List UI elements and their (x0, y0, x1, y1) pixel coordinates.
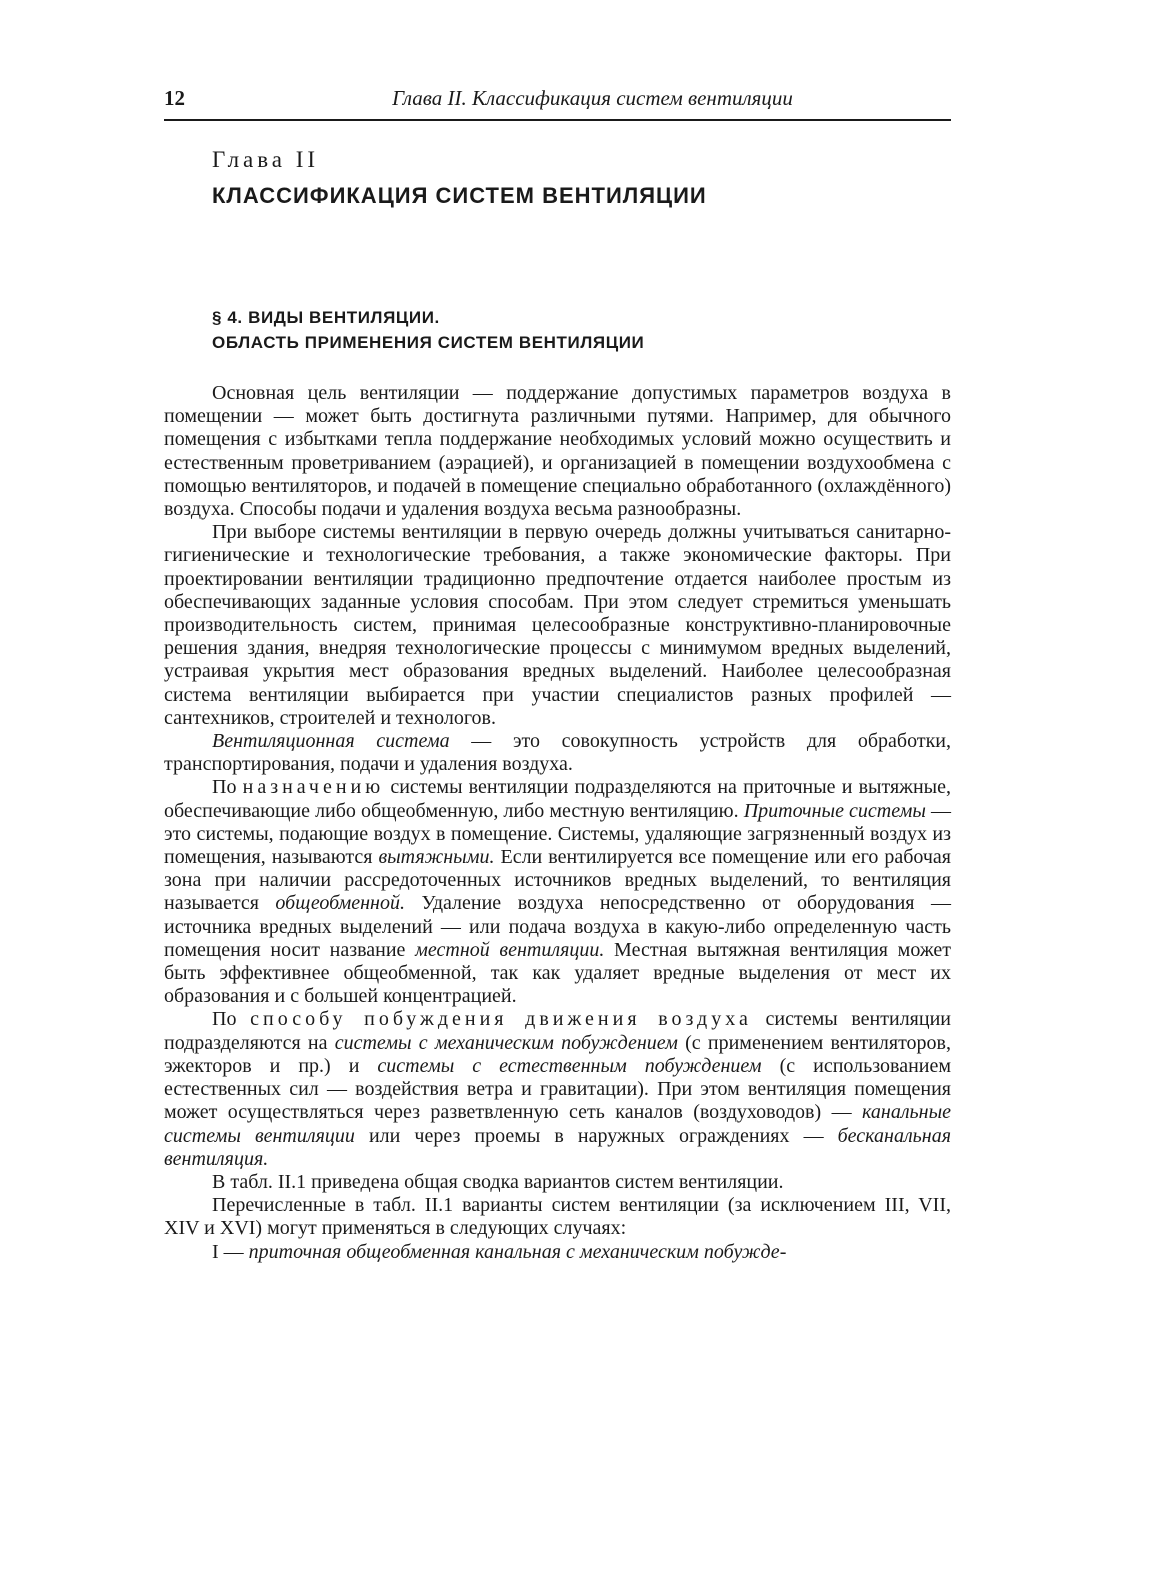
term-supply-systems: Приточные системы (743, 799, 926, 822)
term-variant-i: приточная общеобменная канальная с механическим побужде- (248, 1240, 787, 1263)
paragraph-8-text: I — (212, 1240, 249, 1263)
term-duct-systems: канальные системы вентиляции (164, 1101, 951, 1147)
running-title: Глава II. Классификация систем вентиляции (392, 86, 793, 110)
paragraph-5-text-4: (с использованием естественных сил — воздействия ветра и гравитации). При этом вентиляция помещения может осуществляться через разветвленную сеть каналов (воздуховодов) — (164, 1054, 952, 1124)
chapter-title: КЛАССИФИКАЦИЯ СИСТЕМ ВЕНТИЛЯЦИИ (212, 183, 707, 208)
paragraph-7: Перечисленные в табл. II.1 варианты систем вентиляции (за исключением III, VII, XIV и XVI) могут применяться в следующих случаях: (164, 1194, 951, 1240)
paragraph-4-text-1: По (212, 776, 243, 799)
paragraph-5-text-3: (с применением вентиляторов, эжекторов и пр.) и (164, 1031, 951, 1077)
spaced-term-induction-method: способу побуждения движения воздуха (250, 1008, 752, 1031)
term-exhaust: вытяжными. (378, 846, 495, 869)
section-heading-line-1: § 4. ВИДЫ ВЕНТИЛЯЦИИ. (212, 308, 440, 327)
page-number: 12 (164, 86, 185, 110)
body-text (164, 382, 951, 1264)
paragraph-5-text-5: или через проемы в наружных ограждениях — (354, 1124, 838, 1147)
paragraph-4-text-4: Если вентилируется все помещение или его рабочая зона при наличии рассредоточенных источников вредных выделений, то вентиляция называется (164, 846, 951, 915)
paragraph-1: Основная цель вентиляции — поддержание допустимых параметров воздуха в помещении — может быть достигнута различными путями. Например, для обычного помещения с избытками тепла поддержание необходимых условий можно осуществить и естественным проветриванием (аэрацией), и организацией в помещении воздухообмена с помощью вентиляторов, и подачей в помещение специально обработанного (охлаждённого) воздуха. Способы подачи и удаления воздуха весьма разнообразны. (164, 382, 951, 521)
paragraph-4-text-3: — это системы, подающие воздух в помещение. Системы, удаляющие загрязненный воздух из помещения, называются (164, 799, 952, 869)
paragraph-3 (164, 730, 951, 776)
term-mechanical-systems: системы с механическим побуждением (334, 1031, 678, 1054)
paragraph-4-text-5: Удаление воздуха непосредственно от оборудования — источника вредных выделений — или подача воздуха в какую-либо определенную часть помещения носит название (164, 892, 951, 961)
paragraph-5-text-1: По (212, 1008, 251, 1031)
book-page (164, 86, 951, 1264)
chapter-label: Глава II (212, 147, 320, 172)
term-local-ventilation: местной вентиляции. (415, 938, 605, 961)
section-heading (212, 305, 951, 355)
paragraph-4-text-2: системы вентиляции подразделяются на приточные и вытяжные, обеспечивающие либо общеобменную, либо местную вентиляцию. (164, 776, 951, 822)
paragraph-6: В табл. II.1 приведена общая сводка вариантов систем вентиляции. (212, 1170, 784, 1193)
term-ductless-ventilation: бесканальная вентиляция. (164, 1124, 951, 1170)
section-heading-line-2: ОБЛАСТЬ ПРИМЕНЕНИЯ СИСТЕМ ВЕНТИЛЯЦИИ (212, 333, 645, 352)
paragraph-8 (164, 1241, 951, 1264)
running-header (164, 86, 951, 121)
term-natural-systems: системы с естественным побуждением (377, 1054, 762, 1077)
spaced-term-purpose: назначению (242, 776, 385, 799)
paragraph-5 (164, 1008, 951, 1170)
paragraph-5-text-2: системы вентиляции подразделяются на (164, 1008, 951, 1054)
paragraph-2: При выборе системы вентиляции в первую очередь должны учитываться санитарно-гигиенические и технологические требования, а также экономические факторы. При проектировании вентиляции традиционно предпочтение отдается наиболее простым из обеспечивающих заданные условия способам. При этом следует стремиться уменьшать производительность систем, принимая целесообразные конструктивно-планировочные решения здания, внедряя технологические процессы с минимумом вредных выделений, устраивая укрытия мест образования вредных выделений. Наиболее целесообразная система вентиляции выбирается при участии специалистов разных профилей — сантехников, строителей и технологов. (164, 521, 951, 729)
paragraph-3-text: — это совокупность устройств для обработки, транспортирования, подачи и удаления воздуха. (164, 730, 951, 776)
term-ventilation-system: Вентиляционная система (212, 730, 450, 753)
paragraph-4-text-6: Местная вытяжная вентиляция может быть эффективнее общеобменной, так как удаляет вредные выделения от мест их образования и с большей концентрацией. (164, 938, 951, 1008)
paragraph-4 (164, 776, 951, 1008)
term-general-exchange: общеобменной. (275, 892, 405, 915)
